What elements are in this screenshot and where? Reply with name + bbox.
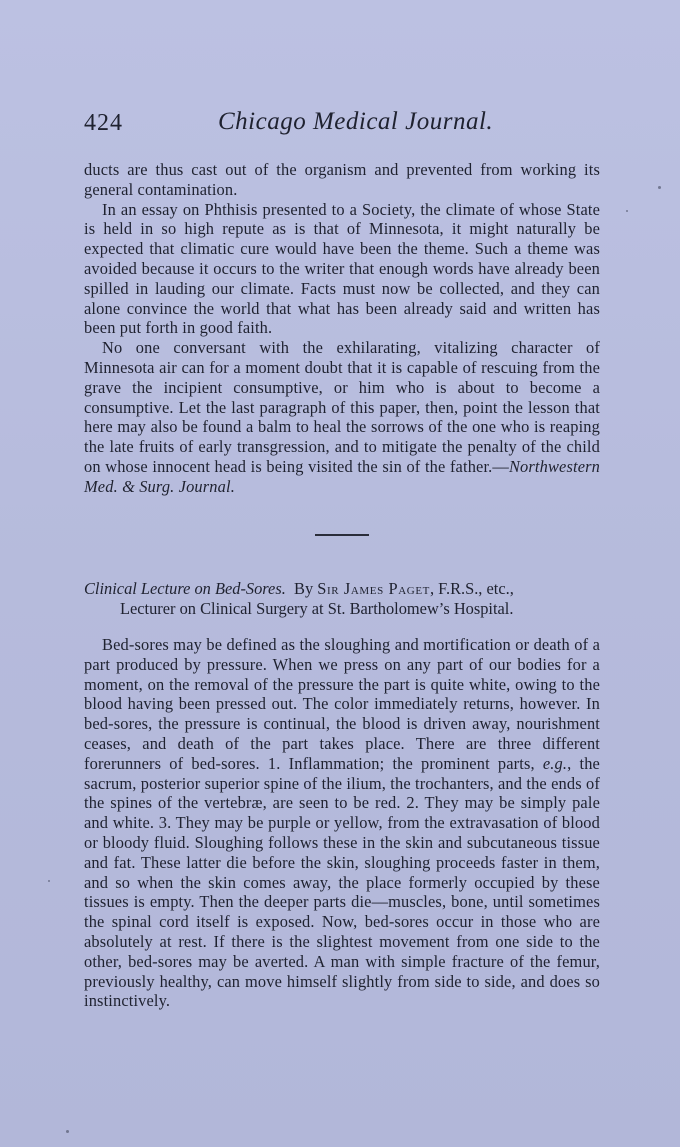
running-title: Chicago Medical Journal. <box>218 108 494 135</box>
paragraph: In an essay on Phthisis presented to a Society, the climate of whose State is held in so high repute as is that of Minnesota, it might naturally be expected that climatic cure would have been the theme. Such a theme was avoided because it occurs to the writer that enough words have already been spilled in lauding our climate. Facts must now be collected, and they can alone convince the world that what has been already said and written has been put forth in good faith. <box>84 199 600 338</box>
article-phthisis-conclusion <box>84 160 600 497</box>
page-header <box>84 108 614 142</box>
lecture-heading <box>84 579 614 619</box>
author-credentials: , F.R.S., etc., <box>429 579 514 598</box>
paragraph <box>84 635 600 1011</box>
section-divider <box>315 534 369 536</box>
paper-speck <box>48 880 50 882</box>
paragraph-text: , the sacrum, posterior superior spine of the ilium, the trochanters, and the ends of the spines of the vertebræ, are seen to be red. 2. They may be simply pale and white. 3. They may be purple or yellow, from the extravasation of blood or bloody fluid. Sloughing follows these in the skin and subcutaneous tissue and fat. These latter die before the skin, sloughing proceeds faster in them, and so when the skin comes away, the place formerly occupied by these tissues is empty. Then the deeper parts die—muscles, bone, until sometimes the spinal cord itself is exposed. Now, bed-sores occur in those who are absolutely at rest. If there is the slightest movement from one side to the other, bed-sores may be averted. A man with simple fracture of the femur, previously healthy, can move himself slightly from side to side, and does so instinctively. <box>84 753 600 1011</box>
author-position: Lecturer on Clinical Surgery at St. Bartholomew’s Hospital. <box>120 599 514 618</box>
paragraph: ducts are thus cast out of the organism and prevented from working its general contamination. <box>84 160 600 199</box>
source-citation: Northwestern Med. & Surg. Journal. <box>84 456 600 496</box>
paper-speck <box>658 186 661 189</box>
article-bed-sores-body <box>84 635 600 1011</box>
author-name: Sir James Paget <box>317 579 430 598</box>
byline-prefix: By <box>294 579 314 598</box>
abbreviation: e.g. <box>542 753 568 773</box>
paragraph-text: No one conversant with the exhilarating, vitalizing character of Minnesota air can for a moment doubt that it is capable of rescuing from the grave the incipient consumptive, or him who is about to become a consumptive. Let the last paragraph of this paper, then, point the lesson that here may also be found a balm to heal the sorrows of the one who is reaping the late fruits of early transgression, and to mitigate the penalty of the child on whose innocent head is being visited the sin of the father.— <box>84 338 600 476</box>
paper-speck <box>66 1130 69 1133</box>
paper-speck <box>626 210 628 212</box>
lecture-title: Clinical Lecture on Bed-Sores. <box>84 579 286 598</box>
paragraph-text: Bed-sores may be defined as the sloughing and mortification or death of a part produced by pressure. When we press on any part of our bodies for a moment, on the removal of the pressure the part is quite white, owing to the blood having been pressed out. The color immediately returns, however. In bed-sores, the pressure is continual, the blood is driven away, nourishment ceases, and death of the part takes place. There are three different forerunners of bed-sores. 1. Inflammation; the prominent parts, <box>84 635 600 773</box>
page-number: 424 <box>84 110 123 136</box>
lecture-title-line <box>84 579 614 599</box>
paragraph <box>84 338 600 496</box>
